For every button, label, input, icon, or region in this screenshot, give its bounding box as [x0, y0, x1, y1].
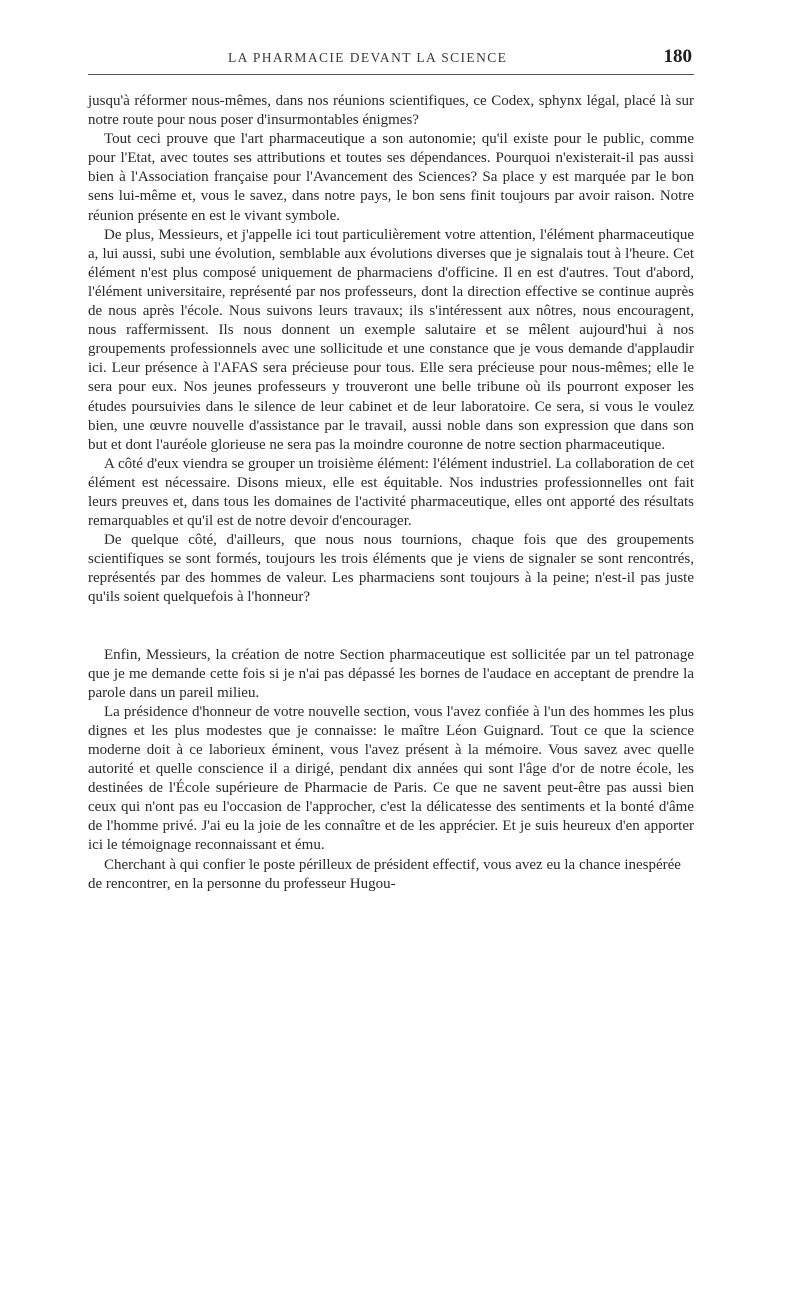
page-header: [88, 46, 694, 70]
paragraph-3: De plus, Messieurs, et j'appelle ici tout particulièrement votre attention, l'élément pharmaceutique a, lui aussi, subi une évolution, semblable aux évolutions diverses que je signalais tout à l'heure. Cet élément n'est plus composé uniquement de pharmaciens d'officine. Il en est d'autres. Tout d'abord, l'élément universitaire, représenté par nos professeurs, dont la direction effective se continue auprès de nous après l'école. Nous suivons leurs travaux; ils s'intéressent aux nôtres, nous encouragent, nous raffermissent. Ils nous donnent un exemple salutaire et se mêlent aujourd'hui à nos groupements professionnels avec une sollicitude et une constance que je vous demande d'applaudir ici. Leur présence à l'AFAS sera précieuse pour tous. Elle sera précieuse pour nous-mêmes; elle le sera pour eux. Nos jeunes professeurs y trouveront une belle tribune où ils pourront exposer les études poursuivies dans le silence de leur cabinet et de leur laboratoire. Ce sera, si vous le voulez bien, une œuvre nouvelle d'assistance par le travail, aussi noble dans son expression que dans son but et dont l'auréole glorieuse ne sera pas la moindre couronne de notre section pharmaceutique.: [88, 226, 694, 453]
section-gap: [88, 608, 694, 646]
body-text: [88, 92, 694, 894]
paragraph-4: A côté d'eux viendra se grouper un troisième élément: l'élément industriel. La collaboration de cet élément est nécessaire. Disons mieux, elle est équitable. Nos industries professionnelles ont fait leurs preuves et, dans tous les domaines de l'activité pharmaceutique, elles ont apporté des résultats remarquables et qu'il est de notre devoir d'encourager.: [88, 455, 694, 530]
paragraph-5: De quelque côté, d'ailleurs, que nous nous tournions, chaque fois que des groupements scientifiques se sont formés, toujours les trois éléments que je viens de signaler se sont rencontrés, représentés par des hommes de valeur. Les pharmaciens sont toujours à la peine; n'est-il pas juste qu'ils soient quelquefois à l'honneur?: [88, 532, 694, 606]
paragraph-7: La présidence d'honneur de votre nouvelle section, vous l'avez confiée à l'un des hommes les plus dignes et les plus modestes que je connaisse: le maître Léon Guignard. Tout ce que la science moderne doit à ce laborieux éminent, vous l'avez présent à la mémoire. Vous savez avec quelle autorité et quelle conscience il a dirigé, pendant dix années qui sont l'âge d'or de notre école, les destinées de l'École supérieure de Pharmacie de Paris. Ce que ne savent peut-être pas aussi bien ceux qui n'ont pas eu l'occasion de l'approcher, c'est la délicatesse des sentiments et la bonté d'âme de l'homme privé. J'ai eu la joie de les connaître et de les apprécier. Et je suis heureux d'en apporter ici le témoignage reconnaissant et ému.: [88, 703, 694, 854]
page-number: 180: [663, 46, 692, 67]
paragraph-1: jusqu'à réformer nous-mêmes, dans nos réunions scientifiques, ce Codex, sphynx légal, placé là sur notre route pour nous poser d'insurmontables énigmes?: [88, 93, 694, 129]
paragraph-8: Cherchant à qui confier le poste périlleux de président effectif, vous avez eu la chance inespérée de rencontrer, en la personne du professeur Hugou-: [88, 856, 681, 892]
header-rule: [88, 74, 694, 75]
paragraph-2: Tout ceci prouve que l'art pharmaceutique a son autonomie; qu'il existe pour le public, comme pour l'Etat, avec toutes ses attributions et toutes ses dépendances. Pourquoi n'existerait-il pas aussi bien à l'Association française pour l'Avancement des Sciences? Sa place y est marquée par le bon sens lui-même et, vous le savez, dans notre pays, le bon sens finit toujours par avoir raison. Notre réunion présente en est le vivant symbole.: [88, 131, 694, 224]
running-title: LA PHARMACIE DEVANT LA SCIENCE: [228, 50, 508, 65]
paragraph-6: Enfin, Messieurs, la création de notre Section pharmaceutique est sollicitée par un tel patronage que je me demande cette fois si je n'ai pas dépassé les bornes de l'audace en acceptant de prendre la parole dans un pareil milieu.: [88, 646, 694, 701]
